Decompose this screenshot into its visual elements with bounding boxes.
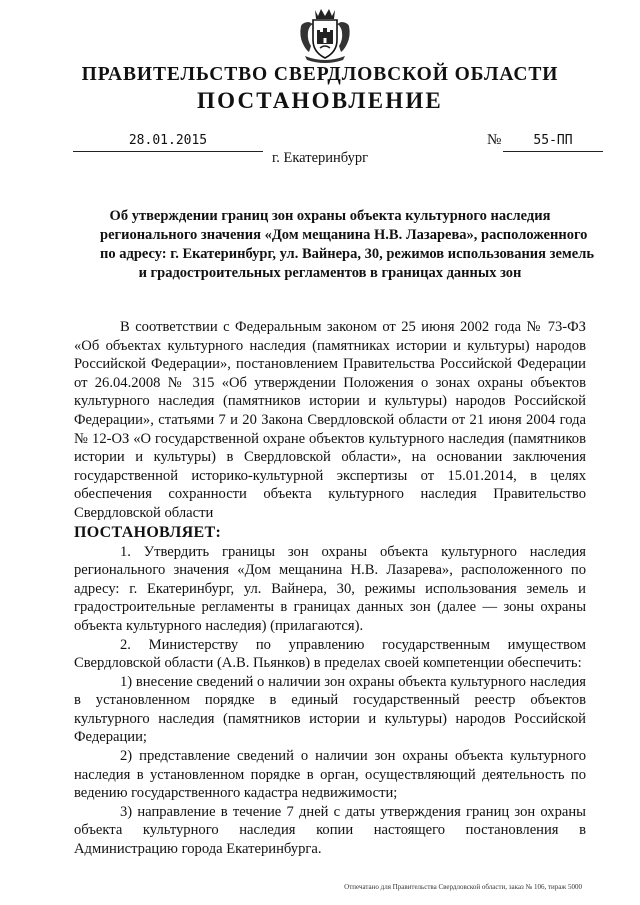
document-type-heading: ПОСТАНОВЛЕНИЕ [197,88,443,113]
title-line: и градостроительных регламентов в границах данных зон [138,265,522,281]
title-line: Об утверждении границ зон охраны объекта культурного наследия [109,208,551,224]
title-line: регионального значения «Дом мещанина Н.В. Лазарева», расположенного [100,227,588,243]
subclause-2-2: 2) представление сведений о наличии зон охраны объекта культурного наследия в установленном порядке в орган, осуществляющий деятельность по ведению государственного кадастра недвижимости; [74,748,586,802]
subclause-2-3: 3) направление в течение 7 дней с даты утверждения границ зон охраны объекта культурного наследия копии настоящего постановления в Администрацию города Екатеринбурга. [74,803,586,858]
coat-of-arms-icon [297,6,353,64]
preamble-paragraph: В соответствии с Федеральным законом от 25 июня 2002 года № 73-ФЗ «Об объектах культурного наследия (памятниках истории и культуры) народов Российской Федерации», постановлением Правительства Российской Федерации от 26.04.2008 № 315 «Об утверждении Положения о зонах охраны объектов культурного наследия (памятников истории и культуры) народов Российской Федерации», статьями 7 и 20 Закона Свердловской области от 21 июня 2004 года № 12-ОЗ «О государственной охране объектов культурного наследия (памятников истории и культуры) в Свердловской области», на основании заключения государственной историко-культурной экспертизы от 15.01.2014, в целях обеспечения сохранности объекта культурного наследия Правительство Свердловской области [74,319,586,521]
title-line: по адресу: г. Екатеринбург, ул. Вайнера, 30, режимов использования земель [100,246,594,262]
city-line: г. Екатеринбург [271,150,369,166]
print-note: Отпечатано для Правительства Свердловской области, заказ № 106, тираж 5000 [344,883,582,891]
number-sign: № [487,132,502,148]
document-date: 28.01.2015 [73,131,263,152]
document-number: 55-ПП [503,131,603,152]
document-title [100,207,594,283]
clause-2: 2. Министерству по управлению государственным имуществом Свердловской области (А.В. Пьянков) в пределах своей компетенции обеспечить: [74,636,586,672]
decree-heading: ПОСТАНОВЛЯЕТ: [74,523,222,541]
clause-1: 1. Утвердить границы зон охраны объекта культурного наследия регионального значения «Дом мещанина Н.В. Лазарева», расположенного по адресу: г. Екатеринбург, ул. Вайнера, 30, режимы использования земель и градостроительные регламенты в границах данных зон (далее — зоны охраны объекта культурного наследия) (прилагаются). [74,543,586,634]
subclause-2-1: 1) внесение сведений о наличии зон охраны объекта культурного наследия в установленном порядке в единый государственный реестр объектов культурного наследия (памятников истории и культуры) народов Российской Федерации; [74,673,586,746]
document-body [74,318,586,859]
government-title: ПРАВИТЕЛЬСТВО СВЕРДЛОВСКОЙ ОБЛАСТИ [81,64,559,85]
